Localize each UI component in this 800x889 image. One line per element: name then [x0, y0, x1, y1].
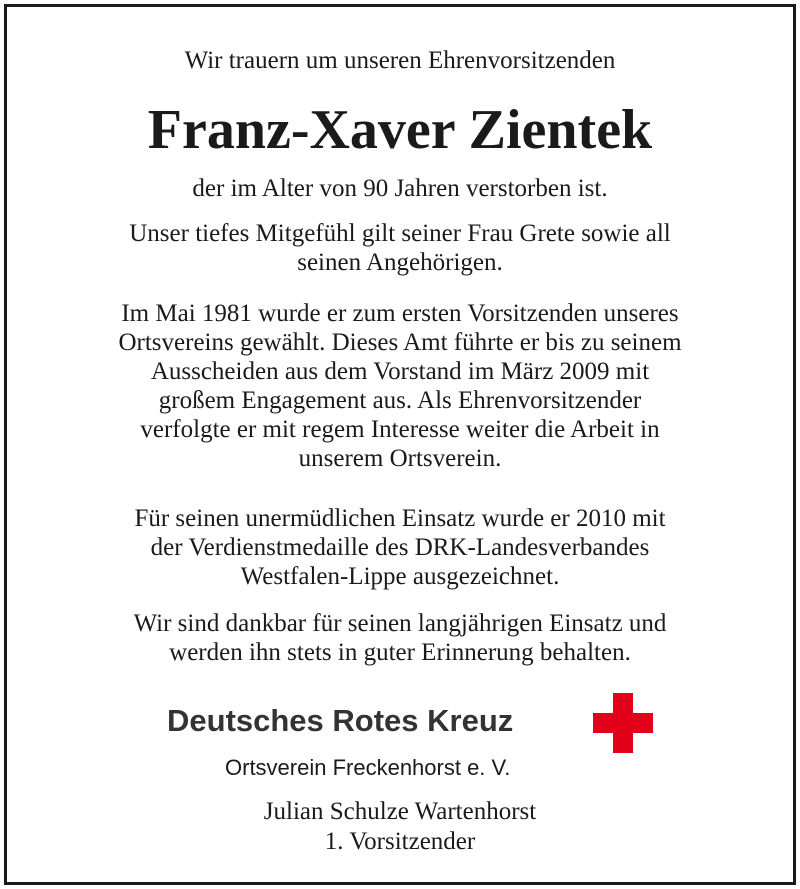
paragraph-line: Wir sind dankbar für seinen langjährigen Einsatz und — [133, 610, 667, 637]
paragraph-line: Für seinen unermüdlichen Einsatz wurde er 2010 mit — [134, 505, 666, 532]
gratitude-paragraph — [27, 609, 773, 667]
paragraph-line: Ausscheiden aus dem Vorstand im März 2009 mit — [150, 358, 650, 385]
paragraph-line: verfolgte er mit regem Interesse weiter die Arbeit in — [140, 416, 660, 443]
red-cross-icon — [593, 693, 653, 753]
organization-chapter: Ortsverein Freckenhorst e. V. — [225, 755, 511, 780]
paragraph-line: unserem Ortsverein. — [298, 445, 502, 472]
paragraph-line: Unser tiefes Mitgefühl gilt seiner Frau Grete sowie all — [129, 220, 671, 247]
organization-name: Deutsches Rotes Kreuz — [167, 703, 514, 738]
deceased-name: Franz-Xaver Zientek — [147, 99, 653, 161]
obituary-notice — [4, 4, 796, 885]
age-line: der im Alter von 90 Jahren verstorben ist. — [192, 175, 608, 202]
paragraph-line: Ortsvereins gewählt. Dieses Amt führte er bis zu seinem — [118, 329, 682, 356]
paragraph-line: werden ihn stets in guter Erinnerung behalten. — [169, 639, 631, 666]
paragraph-line: der Verdienstmedaille des DRK-Landesverbandes — [150, 534, 650, 561]
condolence-paragraph — [27, 219, 773, 277]
paragraph-line: seinen Angehörigen. — [297, 249, 503, 276]
paragraph-line: Im Mai 1981 wurde er zum ersten Vorsitzenden unseres — [121, 300, 679, 327]
paragraph-line: Westfalen-Lippe ausgezeichnet. — [240, 563, 560, 590]
intro-line: Wir trauern um unseren Ehrenvorsitzenden — [184, 47, 616, 74]
biography-paragraph — [27, 299, 773, 473]
award-paragraph — [27, 504, 773, 591]
paragraph-line: großem Engagement aus. Als Ehrenvorsitzender — [158, 387, 642, 414]
signer-name: Julian Schulze Wartenhorst — [263, 798, 537, 825]
organization-logo — [7, 693, 793, 753]
signer-role: 1. Vorsitzender — [324, 828, 476, 855]
